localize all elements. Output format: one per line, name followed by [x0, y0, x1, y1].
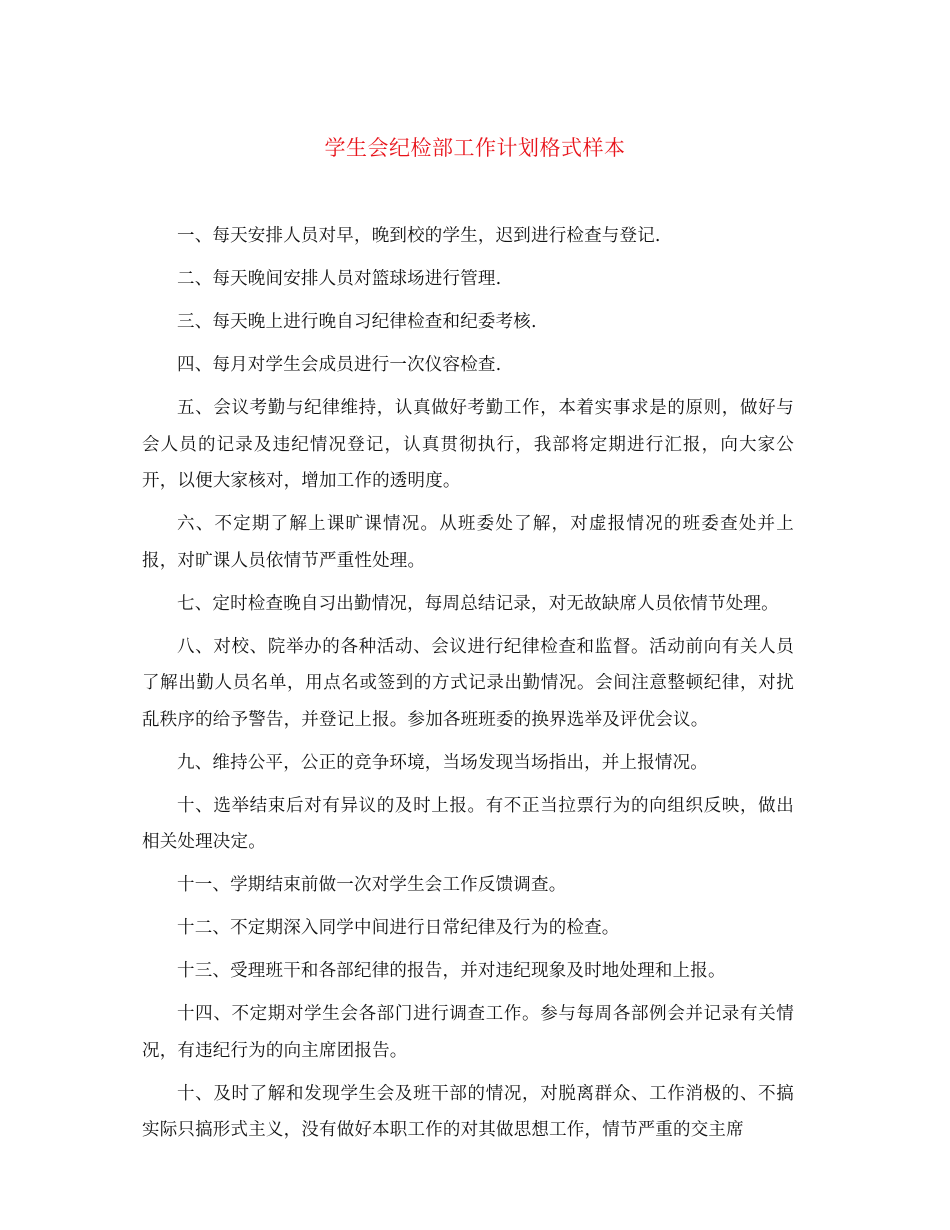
paragraph-8: 八、对校、院举办的各种活动、会议进行纪律检查和监督。活动前向有关人员了解出勤人员名单，用点名或签到的方式记录出勤情况。会间注意整顿纪律，对扰乱秩序的给予警告，并登记上报。参加各班班委的换界选举及评优会议。: [142, 636, 794, 730]
paragraph-9: 九、维持公平，公正的竞争环境，当场发现当场指出，并上报情况。: [177, 752, 708, 773]
paragraph-13: 十三、受理班干和各部纪律的报告，并对违纪现象及时地处理和上报。: [177, 961, 726, 981]
paragraph-1: 一、每天安排人员对早，晚到校的学生，迟到进行检查与登记.: [177, 226, 661, 246]
paragraph-3: 三、每天晚上进行晚自习纪律检查和纪委考核.: [177, 312, 537, 332]
paragraph-15: 十、及时了解和发现学生会及班干部的情况，对脱离群众、工作消极的、不搞实际只搞形式主义，没有做好本职工作的对其做思想工作，情节严重的交主席: [142, 1083, 794, 1140]
paragraph-6: 六、不定期了解上课旷课情况。从班委处了解，对虚报情况的班委查处并上报，对旷课人员依情节严重性处理。: [142, 514, 794, 571]
document-title: 学生会纪检部工作计划格式样本: [324, 136, 626, 160]
paragraph-2: 二、每天晚间安排人员对篮球场进行管理.: [177, 269, 502, 289]
paragraph-4: 四、每月对学生会成员进行一次仪容检查.: [177, 355, 502, 375]
paragraph-14: 十四、不定期对学生会各部门进行调查工作。参与每周各部例会并记录有关情况，有违纪行为的向主席团报告。: [142, 1004, 794, 1061]
paragraph-12: 十二、不定期深入同学中间进行日常纪律及行为的检查。: [177, 918, 620, 938]
document-body: [142, 218, 794, 1155]
paragraph-10: 十、选举结束后对有异议的及时上报。有不正当拉票行为的向组织反映，做出相关处理决定。: [142, 795, 794, 852]
paragraph-5: 五、会议考勤与纪律维持，认真做好考勤工作，本着实事求是的原则，做好与会人员的记录及违纪情况登记，认真贯彻执行，我部将定期进行汇报，向大家公开，以便大家核对，增加工作的透明度。: [142, 398, 794, 491]
paragraph-7: 七、定时检查晚自习出勤情况，每周总结记录，对无故缺席人员依情节处理。: [177, 593, 779, 614]
paragraph-11: 十一、学期结束前做一次对学生会工作反馈调查。: [177, 875, 567, 895]
